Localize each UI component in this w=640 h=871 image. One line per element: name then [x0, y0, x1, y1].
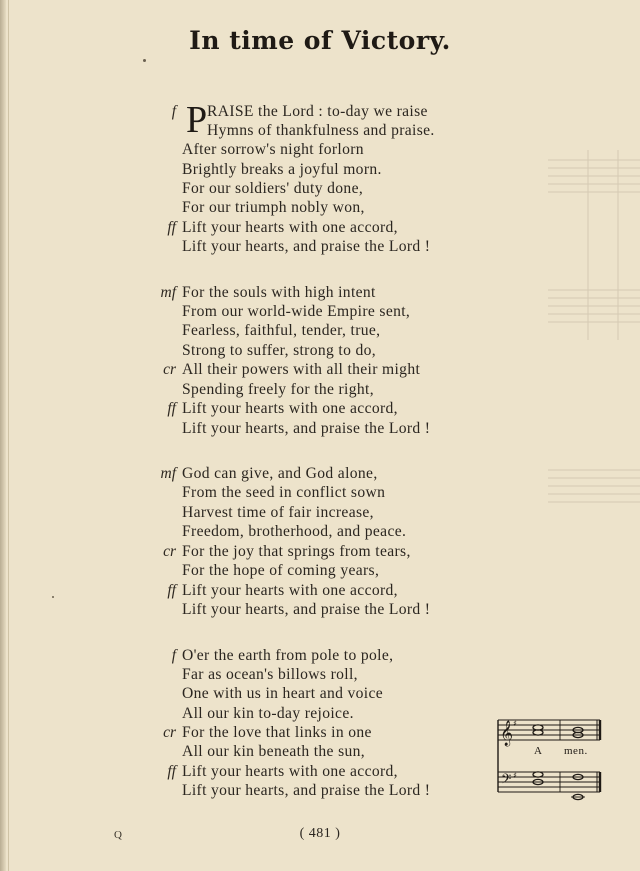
dynamic-marking: f	[171, 647, 176, 664]
svg-text:𝄢: 𝄢	[501, 771, 512, 790]
hymn-line: For the joy that springs from tears,	[182, 543, 411, 560]
dynamic-marking: ff	[167, 219, 176, 236]
hymn-line: God can give, and God alone,	[182, 465, 378, 482]
hymn-line: All their powers with all their might	[182, 361, 421, 378]
dynamic-marking: cr	[163, 361, 176, 378]
hymn-line: After sorrow's night forlorn	[182, 141, 364, 158]
hymn-line: Lift your hearts with one accord,	[182, 400, 398, 417]
dynamic-marking: cr	[163, 724, 176, 741]
hymn-line: From our world-wide Empire sent,	[182, 303, 411, 320]
hymn-line: One with us in heart and voice	[182, 685, 384, 702]
svg-text:𝄞: 𝄞	[500, 721, 514, 746]
hymn-line: O'er the earth from pole to pole,	[182, 647, 394, 664]
hymn-line: Far as ocean's billows roll,	[182, 666, 358, 683]
amen-syllable-men: men.	[564, 745, 588, 757]
hymn-line: For the love that links in one	[182, 724, 372, 741]
hymn-line: Freedom, brotherhood, and peace.	[182, 523, 407, 540]
ink-speck	[143, 59, 146, 62]
hymn-line: Strong to suffer, strong to do,	[182, 342, 377, 359]
dynamic-marking: ff	[167, 763, 176, 780]
hymn-line: For the souls with high intent	[182, 284, 376, 301]
dynamic-marking: cr	[163, 543, 176, 560]
signature-mark: Q	[114, 829, 122, 841]
dynamic-marking: ff	[167, 400, 176, 417]
ink-speck	[52, 596, 54, 598]
hymn-line: Hymns of thankfulness and praise.	[207, 122, 435, 139]
hymn-line: Fearless, faithful, tender, true,	[182, 322, 381, 339]
hymn-line: Lift your hearts, and praise the Lord !	[182, 420, 431, 437]
hymn-line: RAISE the Lord : to-day we raise	[207, 103, 428, 120]
hymn-line: Lift your hearts with one accord,	[182, 219, 398, 236]
bleed-through-notation	[548, 40, 640, 580]
drop-cap-letter: P	[186, 99, 208, 141]
hymn-line: All our kin to-day rejoice.	[182, 705, 354, 722]
hymn-line: Spending freely for the right,	[182, 381, 374, 398]
hymn-line: All our kin beneath the sun,	[182, 743, 366, 760]
svg-text:♯: ♯	[513, 719, 517, 728]
amen-syllable-a: A	[534, 745, 543, 757]
dynamic-marking: mf	[160, 465, 176, 482]
hymn-line: Harvest time of fair increase,	[182, 504, 374, 521]
page-binding-edge	[0, 0, 6, 871]
dynamic-marking: f	[171, 103, 176, 120]
hymn-line: For the hope of coming years,	[182, 562, 380, 579]
hymn-line: For our triumph nobly won,	[182, 199, 365, 216]
amen-music-notation	[494, 710, 604, 802]
dynamic-marking: ff	[167, 582, 176, 599]
dynamic-marking: mf	[160, 284, 176, 301]
hymn-line: Brightly breaks a joyful morn.	[182, 161, 382, 178]
hymn-line: Lift your hearts, and praise the Lord !	[182, 782, 431, 799]
page-edge-line	[8, 0, 9, 871]
hymn-title: In time of Victory.	[189, 26, 451, 55]
hymn-line: Lift your hearts, and praise the Lord !	[182, 238, 431, 255]
hymn-line: Lift your hearts with one accord,	[182, 763, 398, 780]
hymn-line: From the seed in conflict sown	[182, 484, 386, 501]
svg-text:♯: ♯	[513, 771, 517, 780]
hymn-line: For our soldiers' duty done,	[182, 180, 364, 197]
hymn-line: Lift your hearts, and praise the Lord !	[182, 601, 431, 618]
hymn-line: Lift your hearts with one accord,	[182, 582, 398, 599]
page-number: ( 481 )	[299, 826, 341, 841]
